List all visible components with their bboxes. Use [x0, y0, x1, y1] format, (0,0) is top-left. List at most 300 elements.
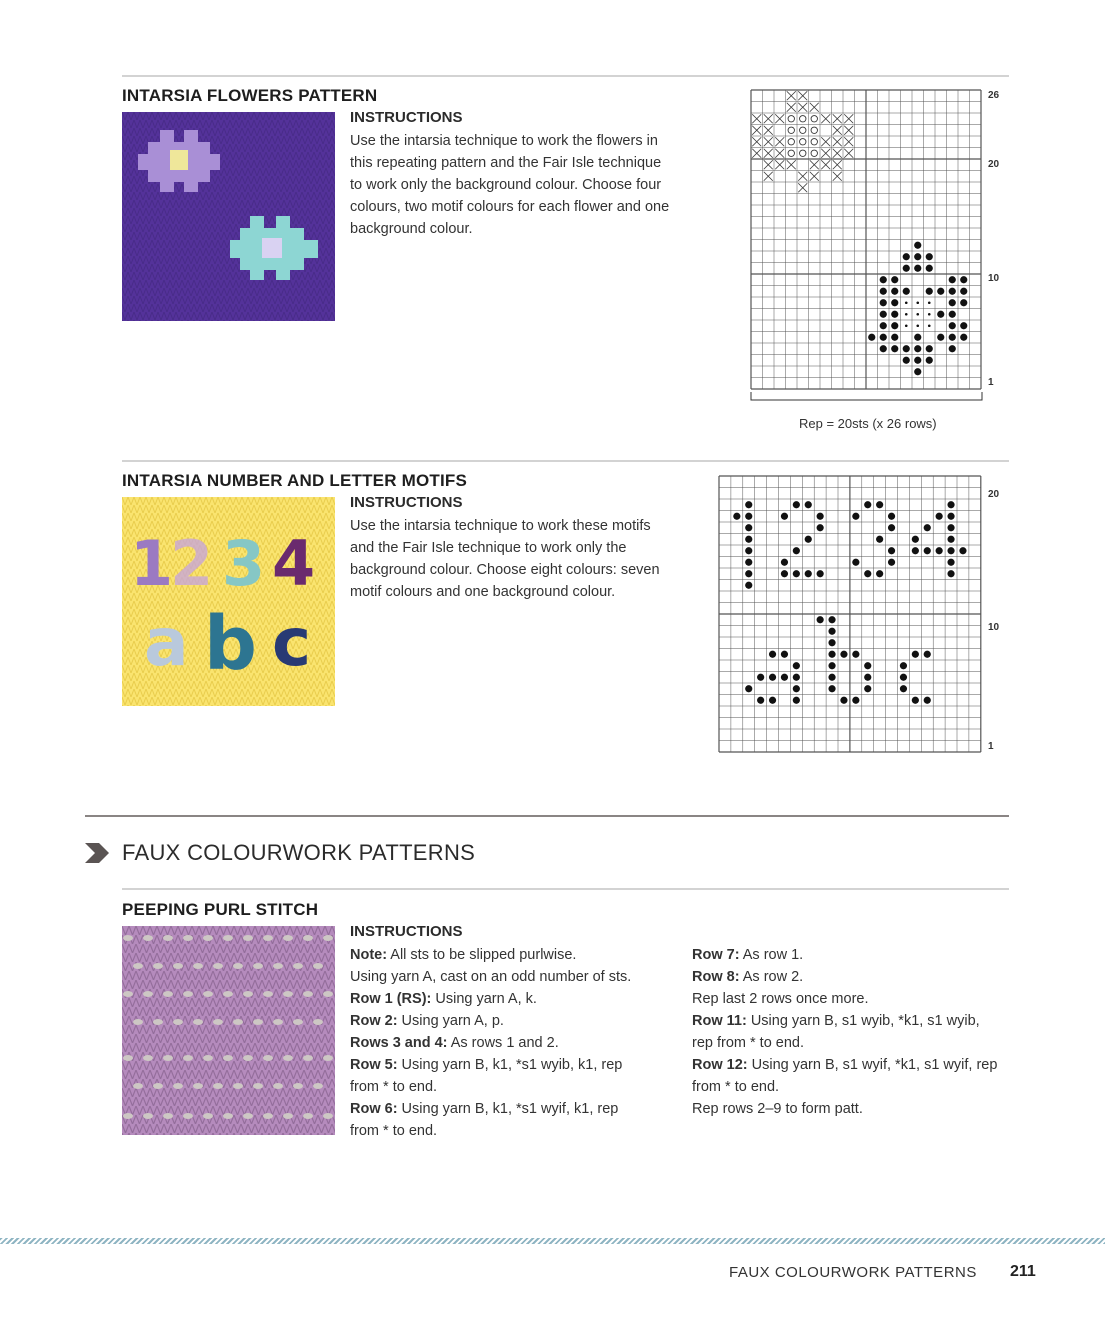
chart-dot-mark [880, 334, 887, 341]
slip-stitch [273, 963, 283, 969]
chart-dot-mark [876, 501, 883, 508]
slip-stitch [163, 1113, 173, 1119]
chart-dot-mark [793, 662, 800, 669]
chart-dot-mark [864, 662, 871, 669]
slip-stitch [303, 935, 313, 941]
chart-cross-mark [844, 126, 853, 135]
chart-dot-mark [947, 547, 954, 554]
chart-dot-mark [914, 242, 921, 249]
svg-text:b: b [204, 601, 257, 687]
instruction-line-text: As row 2. [739, 969, 804, 985]
svg-text:4: 4 [272, 527, 316, 600]
instructions-heading: INSTRUCTIONS [350, 109, 463, 126]
chart-circle-mark [811, 116, 817, 122]
instruction-line [692, 966, 1002, 988]
chart-cross-mark [764, 114, 773, 123]
chart-dot-mark [757, 697, 764, 704]
instruction-line-text: As rows 1 and 2. [447, 1035, 559, 1051]
chart-small-dot-mark [928, 313, 931, 316]
chart-dot-mark [769, 651, 776, 658]
slip-stitch [283, 1113, 293, 1119]
slip-stitch [133, 963, 143, 969]
section-title: PEEPING PURL STITCH [122, 900, 319, 919]
chart-cross-mark [764, 149, 773, 158]
instructions-text: Use the intarsia technique to work these motifs and the Fair Isle technique to work only the background colour. Choose eight colours: seven motif colours and one background colour. [350, 518, 660, 600]
chart-dot-mark [828, 651, 835, 658]
chart-dot-mark [793, 674, 800, 681]
chart-row-label: 10 [988, 273, 1000, 284]
instruction-line [350, 966, 650, 988]
instruction-line [350, 944, 650, 966]
slip-stitch [163, 991, 173, 997]
chart-dot-mark [926, 253, 933, 260]
chart-dot-mark [960, 288, 967, 295]
chart-dot-mark [888, 524, 895, 531]
chart-dot-mark [926, 265, 933, 272]
instruction-line-text: As row 1. [739, 947, 804, 963]
chart-dot-mark [903, 345, 910, 352]
chart-cross-mark [833, 126, 842, 135]
slip-stitch [243, 1113, 253, 1119]
slip-stitch [293, 1083, 303, 1089]
chart-dot-mark [936, 513, 943, 520]
chart-dot-mark [868, 334, 875, 341]
chart-dot-mark [733, 513, 740, 520]
slip-stitch [213, 963, 223, 969]
chart-cross-mark [787, 91, 796, 100]
section-title: INTARSIA NUMBER AND LETTER MOTIFS [122, 471, 468, 490]
chart-dot-mark [949, 299, 956, 306]
slip-stitch [183, 935, 193, 941]
slip-stitch [253, 1019, 263, 1025]
chart-dot-mark [880, 299, 887, 306]
chart-dot-mark [914, 265, 921, 272]
slip-stitch [313, 1019, 323, 1025]
slip-stitch [213, 1019, 223, 1025]
chart-small-dot-mark [905, 313, 908, 316]
slip-stitch [123, 935, 133, 941]
instruction-line-text: Using yarn B, k1, *s1 wyib, k1, rep from * to end. [350, 1057, 623, 1095]
chart-circle-mark [788, 116, 794, 122]
chart-dot-mark [947, 513, 954, 520]
chart-dot-mark [852, 513, 859, 520]
slip-stitch [223, 1113, 233, 1119]
instruction-line [692, 1054, 1002, 1098]
chart-dot-mark [924, 547, 931, 554]
section-divider [122, 460, 1009, 462]
chart-dot-mark [864, 501, 871, 508]
chart-dot-mark [903, 357, 910, 364]
chart-dot-mark [926, 345, 933, 352]
chart-dot-mark [891, 288, 898, 295]
chart-cross-mark [821, 149, 830, 158]
chart-circle-mark [788, 150, 794, 156]
slip-stitch [263, 1055, 273, 1061]
chart-dot-mark [840, 697, 847, 704]
chart-row-label: 1 [988, 741, 994, 752]
slip-stitch [253, 1083, 263, 1089]
slip-stitch [193, 963, 203, 969]
instruction-line-label: Row 11: [692, 1013, 747, 1029]
chart-dot-mark [745, 685, 752, 692]
chart-dot-mark [793, 547, 800, 554]
chart-cross-mark [833, 114, 842, 123]
slip-stitch [283, 991, 293, 997]
instruction-line [692, 1098, 1002, 1120]
chart-cross-mark [764, 137, 773, 146]
chart-dot-mark [880, 345, 887, 352]
slip-stitch [143, 991, 153, 997]
slip-stitch [263, 1113, 273, 1119]
section-divider [122, 888, 1009, 890]
chart-dot-mark [924, 651, 931, 658]
chart-dot-mark [949, 322, 956, 329]
chart-dot-mark [960, 299, 967, 306]
chart-circle-mark [800, 127, 806, 133]
chart-dot-mark [912, 547, 919, 554]
chart-dot-mark [781, 559, 788, 566]
number-letter-chart [714, 470, 989, 760]
chart-row-label: 20 [988, 489, 1000, 500]
chart-dot-mark [793, 501, 800, 508]
chart-cross-mark [787, 103, 796, 112]
chart-dot-mark [781, 570, 788, 577]
chart-dot-mark [745, 524, 752, 531]
slip-stitch [233, 963, 243, 969]
chart-cross-mark [821, 114, 830, 123]
chart-cross-mark [833, 137, 842, 146]
chart-dot-mark [852, 697, 859, 704]
chart-dot-mark [891, 345, 898, 352]
chart-dot-mark [912, 651, 919, 658]
instructions-column-2 [692, 944, 1002, 1120]
slip-stitch [283, 935, 293, 941]
slip-stitch [293, 963, 303, 969]
instruction-line-label: Row 6: [350, 1101, 398, 1117]
svg-text:3: 3 [222, 527, 266, 600]
slip-stitch [123, 1055, 133, 1061]
chart-cross-mark [821, 160, 830, 169]
chart-cross-mark [810, 103, 819, 112]
chart-dot-mark [745, 570, 752, 577]
instruction-line [692, 944, 1002, 966]
svg-text:1: 1 [130, 527, 174, 600]
slip-stitch [293, 1019, 303, 1025]
chart-dot-mark [817, 524, 824, 531]
chart-cross-mark [821, 137, 830, 146]
slip-stitch [313, 963, 323, 969]
chart-cross-mark [798, 183, 807, 192]
chart-dot-mark [949, 345, 956, 352]
instructions-text: Use the intarsia technique to work the flowers in this repeating pattern and the Fair Isle technique to work only the background colour. Choose four colours, two motif colours for each flower and one background colour. [350, 133, 670, 237]
chart-dot-mark [912, 697, 919, 704]
instruction-line-text: Rep last 2 rows once more. [692, 991, 869, 1007]
chart-dot-mark [947, 559, 954, 566]
chart-grid [751, 90, 981, 389]
faux-heading: FAUX COLOURWORK PATTERNS [122, 840, 476, 865]
chart-dot-mark [876, 536, 883, 543]
chart-circle-mark [800, 150, 806, 156]
section-title: INTARSIA FLOWERS PATTERN [122, 86, 378, 105]
chart-circle-mark [811, 127, 817, 133]
slip-stitch [143, 1113, 153, 1119]
slip-stitch [153, 1019, 163, 1025]
svg-text:2: 2 [170, 527, 214, 600]
slip-stitch [173, 1019, 183, 1025]
chart-dot-mark [937, 334, 944, 341]
chart-dot-mark [959, 547, 966, 554]
slip-stitch [173, 1083, 183, 1089]
instruction-line-text: Using yarn A, p. [397, 1013, 504, 1029]
flowers-chart [745, 85, 990, 405]
slip-stitch [203, 1113, 213, 1119]
footer-section-title: FAUX COLOURWORK PATTERNS [729, 1264, 977, 1281]
chart-dot-mark [828, 628, 835, 635]
chart-cross-mark [764, 160, 773, 169]
slip-stitch [253, 963, 263, 969]
instructions-heading: INSTRUCTIONS [350, 923, 463, 940]
instruction-line-label: Row 8: [692, 969, 740, 985]
chart-cross-mark [775, 160, 784, 169]
instruction-line-text: Using yarn B, k1, *s1 wyif, k1, rep from * to end. [350, 1101, 619, 1139]
chart-dot-mark [745, 559, 752, 566]
chart-dot-mark [817, 570, 824, 577]
chart-dot-mark [828, 616, 835, 623]
chart-dot-mark [900, 662, 907, 669]
chart-small-dot-mark [928, 301, 931, 304]
slip-stitch [323, 1055, 333, 1061]
slip-stitch [143, 935, 153, 941]
slip-stitch [153, 963, 163, 969]
chart-dot-mark [880, 276, 887, 283]
chart-dot-mark [937, 288, 944, 295]
slip-stitch [303, 991, 313, 997]
chart-dot-mark [891, 299, 898, 306]
slip-stitch [303, 1055, 313, 1061]
chart-dot-mark [888, 547, 895, 554]
chart-dot-mark [745, 513, 752, 520]
chart-cross-mark [752, 149, 761, 158]
slip-stitch [283, 1055, 293, 1061]
chart-dot-mark [793, 697, 800, 704]
chart-cross-mark [764, 172, 773, 181]
chart-circle-mark [788, 127, 794, 133]
slip-stitch [213, 1083, 223, 1089]
slip-stitch [273, 1019, 283, 1025]
chart-circle-mark [811, 139, 817, 145]
chart-circle-mark [800, 139, 806, 145]
instructions-heading: INSTRUCTIONS [350, 494, 463, 511]
chart-dot-mark [949, 288, 956, 295]
chart-dot-mark [949, 334, 956, 341]
chart-cross-mark [775, 114, 784, 123]
chart-dot-mark [828, 662, 835, 669]
chart-dot-mark [852, 651, 859, 658]
chart-small-dot-mark [916, 301, 919, 304]
chart-cross-mark [752, 137, 761, 146]
chart-dot-mark [912, 536, 919, 543]
slip-stitch [323, 1113, 333, 1119]
slip-stitch [223, 935, 233, 941]
chart-cross-mark [833, 149, 842, 158]
instruction-line [350, 1098, 650, 1142]
slip-stitch [193, 1019, 203, 1025]
chart-dot-mark [891, 322, 898, 329]
chart-dot-mark [937, 311, 944, 318]
chart-dot-mark [745, 582, 752, 589]
chart-cross-mark [787, 160, 796, 169]
slip-stitch [183, 991, 193, 997]
instruction-line-text: Using yarn B, s1 wyib, *k1, s1 wyib, rep from * to end. [692, 1013, 980, 1051]
chart-dot-mark [900, 685, 907, 692]
chart-small-dot-mark [905, 301, 908, 304]
slip-stitch [203, 1055, 213, 1061]
slip-stitch [153, 1083, 163, 1089]
chart-small-dot-mark [916, 324, 919, 327]
slip-stitch [133, 1019, 143, 1025]
instruction-line [350, 1010, 650, 1032]
chart-dot-mark [852, 559, 859, 566]
slip-stitch [123, 991, 133, 997]
chart-small-dot-mark [916, 313, 919, 316]
chart-dot-mark [914, 253, 921, 260]
chart-circle-mark [788, 139, 794, 145]
instructions-column-1 [350, 944, 650, 1142]
chart-dot-mark [781, 513, 788, 520]
footer-stripe [0, 1238, 1105, 1244]
slip-stitch [123, 1113, 133, 1119]
chart-dot-mark [903, 288, 910, 295]
chart-dot-mark [864, 685, 871, 692]
instruction-line-label: Row 5: [350, 1057, 398, 1073]
number-letter-swatch-image [122, 497, 335, 706]
instruction-line-text: Using yarn A, cast on an odd number of sts. [350, 969, 632, 985]
slip-stitch [243, 1055, 253, 1061]
chart-dot-mark [805, 570, 812, 577]
slip-stitch [263, 935, 273, 941]
chart-dot-mark [903, 253, 910, 260]
chart-dot-mark [903, 265, 910, 272]
instruction-line [692, 988, 1002, 1010]
chart-dot-mark [914, 357, 921, 364]
chart-dot-mark [745, 501, 752, 508]
chart-dot-mark [891, 311, 898, 318]
chart-dot-mark [793, 685, 800, 692]
chart-dot-mark [817, 513, 824, 520]
slip-stitch [223, 991, 233, 997]
svg-text:c: c [272, 604, 312, 681]
slip-stitch [183, 1113, 193, 1119]
slip-stitch [173, 963, 183, 969]
chart-dot-mark [947, 501, 954, 508]
instruction-line-text: Using yarn B, s1 wyif, *k1, s1 wyif, rep from * to end. [692, 1057, 998, 1095]
section-divider [122, 75, 1009, 77]
chart-dot-mark [949, 276, 956, 283]
instruction-line-label: Note: [350, 947, 388, 963]
chart-dot-mark [769, 697, 776, 704]
chart-cross-mark [833, 160, 842, 169]
chart-dot-mark [924, 524, 931, 531]
chart-dot-mark [840, 651, 847, 658]
chart-dot-mark [864, 674, 871, 681]
slip-stitch [203, 991, 213, 997]
chart-dot-mark [914, 334, 921, 341]
page-number: 211 [1010, 1263, 1036, 1280]
chart-circle-mark [800, 116, 806, 122]
chart-dot-mark [888, 559, 895, 566]
chart-dot-mark [960, 276, 967, 283]
chart-dot-mark [769, 674, 776, 681]
chart-cross-mark [752, 126, 761, 135]
chart-dot-mark [828, 639, 835, 646]
chart-small-dot-mark [905, 324, 908, 327]
instruction-line-label: Row 1 (RS): [350, 991, 432, 1007]
chart-small-dot-mark [928, 324, 931, 327]
chart-dot-mark [876, 570, 883, 577]
chart-cross-mark [752, 114, 761, 123]
chart-cross-mark [810, 172, 819, 181]
slip-stitch [223, 1055, 233, 1061]
chart-dot-mark [817, 616, 824, 623]
chart-dot-mark [757, 674, 764, 681]
slip-stitch [323, 935, 333, 941]
chart-cross-mark [798, 103, 807, 112]
major-divider [85, 815, 1009, 817]
chart-dot-mark [828, 685, 835, 692]
chart-dot-mark [924, 697, 931, 704]
chart-dot-mark [781, 651, 788, 658]
chart-dot-mark [960, 334, 967, 341]
slip-stitch [263, 991, 273, 997]
instruction-line [350, 988, 650, 1010]
chart-cross-mark [844, 149, 853, 158]
repeat-bracket [750, 392, 984, 404]
instruction-line [692, 1010, 1002, 1054]
svg-text:a: a [144, 604, 189, 681]
instruction-line-label: Row 2: [350, 1013, 398, 1029]
chevron-arrow-icon [85, 843, 111, 863]
chart-dot-mark [891, 334, 898, 341]
chart-dot-mark [947, 536, 954, 543]
flowers-swatch-image [122, 112, 335, 321]
instruction-line-label: Row 7: [692, 947, 740, 963]
chart-dot-mark [745, 536, 752, 543]
slip-stitch [313, 1083, 323, 1089]
chart-cross-mark [764, 126, 773, 135]
chart-dot-mark [949, 311, 956, 318]
chart-dot-mark [888, 513, 895, 520]
repeat-label: Rep = 20sts (x 26 rows) [799, 416, 937, 431]
instruction-line-label: Row 12: [692, 1057, 748, 1073]
chart-cross-mark [798, 172, 807, 181]
slip-stitch [233, 1083, 243, 1089]
chart-dot-mark [900, 674, 907, 681]
chart-dot-mark [926, 288, 933, 295]
chart-dot-mark [745, 547, 752, 554]
slip-stitch [323, 991, 333, 997]
slip-stitch [163, 935, 173, 941]
chart-cross-mark [775, 149, 784, 158]
chart-cross-mark [844, 114, 853, 123]
instruction-line-text: Rep rows 2–9 to form patt. [692, 1101, 863, 1117]
chart-cross-mark [810, 160, 819, 169]
slip-stitch [273, 1083, 283, 1089]
chart-dot-mark [891, 276, 898, 283]
slip-stitch [243, 991, 253, 997]
chart-row-label: 26 [988, 90, 1000, 101]
instruction-line-text: All sts to be slipped purlwise. [387, 947, 577, 963]
chart-dot-mark [864, 570, 871, 577]
